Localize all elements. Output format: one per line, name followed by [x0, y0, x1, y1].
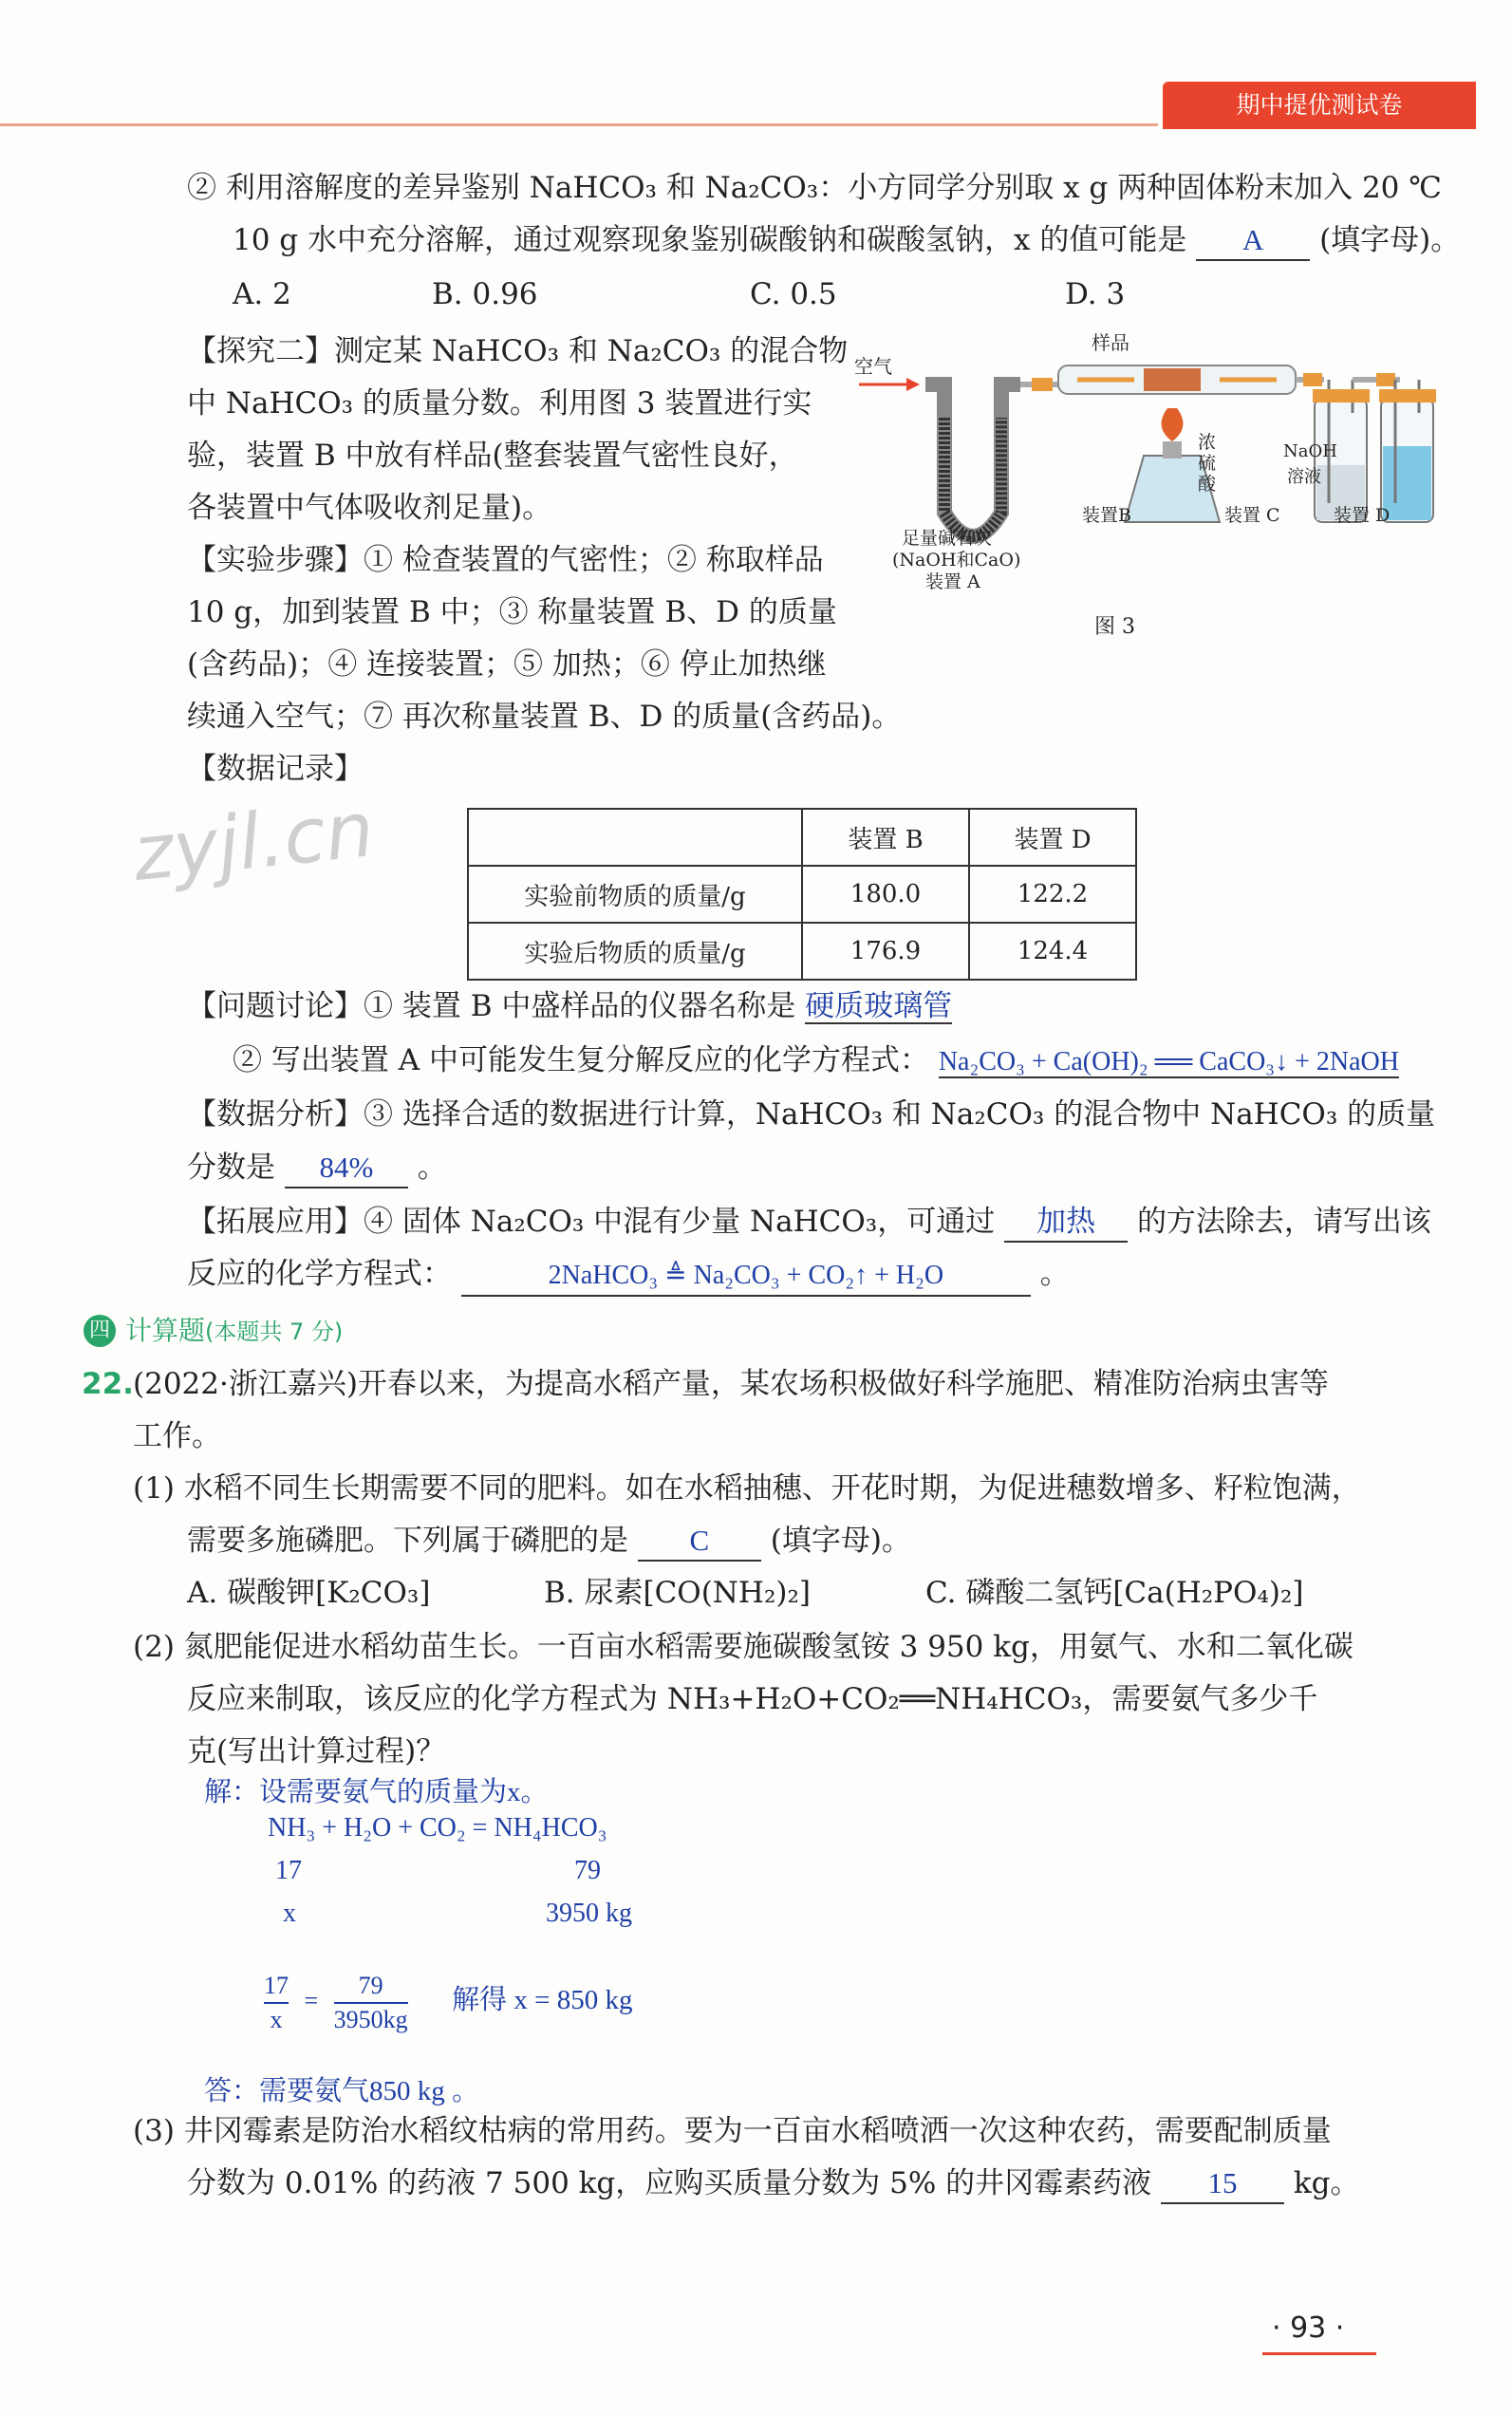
section-title [125, 1312, 343, 1351]
explore-line-3: 验，装置 B 中放有样品(整套装置气密性良好， [187, 439, 798, 473]
table-header-cell: 装置 D [969, 809, 1136, 866]
fraction-left [264, 1970, 289, 2036]
figure-c-label: 装置 C [1224, 505, 1280, 526]
q2-option-c: C. 0.5 [750, 277, 837, 311]
q22-p1-answer: C [638, 1522, 761, 1562]
data-table [467, 808, 1137, 981]
table-cell: 实验前物质的质量/g [468, 866, 802, 923]
q2-answer: A [1196, 221, 1310, 261]
table-cell: 122.2 [969, 866, 1136, 923]
figure-a-label-2: (NaOH和CaO) [892, 550, 1021, 571]
fraction-right [334, 1970, 408, 2036]
explore-line-9: 【数据记录】 [187, 752, 364, 786]
connector-1 [1032, 378, 1053, 391]
explore-line-1: 【探究二】测定某 NaHCO₃ 和 Na₂CO₃ 的混合物 [187, 334, 849, 368]
discussion-q3-line2 [187, 1149, 447, 1188]
figure-caption: 图 3 [1094, 615, 1135, 639]
solution-r2-a: x [283, 1899, 296, 1928]
fraction-left-den: x [270, 2006, 283, 2033]
discussion-q2 [233, 1041, 1399, 1081]
discussion-q3-line1: 【数据分析】③ 选择合适的数据进行计算，NaHCO₃ 和 Na₂CO₃ 的混合物中 NaHCO₃ 的质量 [187, 1097, 1436, 1132]
q22-p3-line2 [187, 2164, 1360, 2204]
explore-line-6: 10 g，加到装置 B 中；③ 称量装置 B、D 的质量 [187, 595, 837, 629]
solution-r2-b: 3950 kg [546, 1899, 632, 1928]
discussion-q4-text: 【拓展应用】④ 固体 Na₂CO₃ 中混有少量 NaHCO₃，可通过 [187, 1205, 996, 1239]
q22-p1-line1: (1) 水稻不同生长期需要不同的肥料。如在水稻抽穗、开花时期，为促进穗数增多、籽粒饱满， [133, 1471, 1361, 1506]
table-header-cell [468, 809, 802, 866]
table-header-cell: 装置 B [802, 809, 969, 866]
explore-line-2: 中 NaHCO₃ 的质量分数。利用图 3 装置进行实 [187, 386, 812, 421]
sample-pile [1144, 368, 1201, 391]
q2-option-d: D. 3 [1065, 277, 1126, 311]
q2-line2-end: (填字母)。 [1319, 223, 1461, 257]
header-rule [0, 123, 1158, 126]
figure-c-reagent: 浓硫酸 [1198, 432, 1217, 495]
fraction-equals: = [304, 1986, 319, 2014]
solution-r1-a: 17 [275, 1856, 302, 1885]
figure-d-label: 装置 D [1334, 505, 1391, 526]
discussion-q1-answer: 硬质玻璃管 [805, 989, 953, 1022]
q2-line2-text: 10 g 水中充分溶解，通过观察现象鉴别碳酸钠和碳酸氢钠，x 的值可能是 [233, 223, 1187, 257]
q22-intro-2: 工作。 [133, 1419, 221, 1453]
section-badge: 四 [84, 1315, 116, 1347]
discussion-q4-end: 。 [1039, 1257, 1070, 1291]
q22-p1-option-b: B. 尿素[CO(NH₂)₂] [544, 1576, 812, 1610]
discussion-q4-answer2: 2NaHCO₃ ≜ Na₂CO₃ + CO₂↑ + H₂O [461, 1257, 1031, 1297]
q2-option-b: B. 0.96 [432, 277, 538, 311]
q22-p1-option-a: A. 碳酸钾[K₂CO₃] [187, 1576, 431, 1610]
figure-a-label-1: 足量碱石灰 [902, 528, 993, 549]
discussion-q2-text: ② 写出装置 A 中可能发生复分解反应的化学方程式： [233, 1043, 929, 1077]
q2-option-a: A. 2 [233, 277, 291, 311]
flame [1162, 408, 1184, 441]
q22-p3-answer: 15 [1161, 2164, 1284, 2204]
figure-sample-label: 样品 [1092, 331, 1129, 354]
figure-a-label-3: 装置 A [925, 571, 980, 592]
discussion-q1-text: 【问题讨论】① 装置 B 中盛样品的仪器名称是 [187, 989, 796, 1023]
table-header-row [468, 809, 1136, 866]
figure-apparatus [849, 323, 1438, 646]
solution-equation: NH₃ + H₂O + CO₂ = NH₄HCO₃ [268, 1813, 607, 1843]
fraction-right-num: 79 [334, 1970, 408, 2004]
discussion-q3-text2: 分数是 [187, 1151, 275, 1185]
fraction-left-num: 17 [264, 1970, 289, 2004]
discussion-q2-answer: Na₂CO₃ + Ca(OH)₂ ══ CaCO₃↓ + 2NaOH [938, 1047, 1399, 1076]
figure-d-reagent-1: NaOH [1283, 441, 1337, 461]
q22-intro-1: (2022·浙江嘉兴)开春以来，为提高水稻产量，某农场积极做好科学施肥、精准防治病虫害等 [133, 1367, 1329, 1401]
q22-p2-line3: 克(写出计算过程)？ [187, 1734, 446, 1768]
q22-p3-end: kg。 [1293, 2166, 1360, 2200]
soda-lime [944, 418, 1001, 536]
solution-result: 解得 x = 850 kg [452, 1984, 633, 2015]
discussion-q3-end: 。 [417, 1151, 447, 1185]
page-number-rule [1262, 2352, 1376, 2355]
discussion-q4-text3: 反应的化学方程式： [187, 1257, 452, 1291]
explore-line-5: 【实验步骤】① 检查装置的气密性；② 称取样品 [187, 543, 824, 577]
discussion-q4-text2: 的方法除去，请写出该 [1136, 1205, 1431, 1239]
table-cell: 176.9 [802, 923, 969, 980]
q22-p3-line1: (3) 井冈霉素是防治水稻纹枯病的常用药。要为一百亩水稻喷洒一次这种农药，需要配制质量 [133, 2114, 1332, 2148]
solution-r1-b: 79 [574, 1856, 601, 1885]
q22-p1-option-c: C. 磷酸二氢钙[Ca(H₂PO₄)₂] [925, 1576, 1304, 1610]
solution-line-1: 解：设需要氨气的质量为x。 [204, 1777, 549, 1807]
explore-line-7: (含药品)；④ 连接装置；⑤ 加热；⑥ 停止加热继 [187, 647, 827, 682]
q22-p2-line1: (2) 氮肥能促进水稻幼苗生长。一百亩水稻需要施碳酸氢铵 3 950 kg，用氨气、水和二氧化碳 [133, 1630, 1353, 1664]
discussion-q4-line1 [187, 1203, 1431, 1243]
discussion-q4-line2 [187, 1255, 1070, 1297]
q22-number: 22. [82, 1367, 134, 1401]
q22-p1-line2 [187, 1522, 911, 1562]
q22-p3-text: 分数为 0.01% 的药液 7 500 kg，应购买质量分数为 5% 的井冈霉素药液 [187, 2166, 1152, 2200]
discussion-q1 [187, 987, 952, 1025]
section-title-text: 计算题 [125, 1315, 206, 1346]
table-row [468, 866, 1136, 923]
discussion-q4-answer: 加热 [1004, 1203, 1128, 1243]
table-row [468, 923, 1136, 980]
figure-air-label: 空气 [854, 355, 892, 378]
explore-line-8: 续通入空气；⑦ 再次称量装置 B、D 的质量(含药品)。 [187, 700, 902, 734]
fraction-right-den: 3950kg [333, 2006, 408, 2033]
q2-line2 [233, 221, 1460, 261]
figure-b-label: 装置B [1082, 505, 1131, 526]
discussion-q3-answer: 84% [285, 1149, 408, 1188]
watermark: zyjl.cn [128, 784, 379, 899]
q22-p1-end: (填字母)。 [770, 1524, 911, 1558]
table-cell: 实验后物质的质量/g [468, 923, 802, 980]
q2-line1: ② 利用溶解度的差异鉴别 NaHCO₃ 和 Na₂CO₃：小方同学分别取 x g 两种固体粉末加入 20 ℃ [187, 171, 1442, 205]
section-note: (本题共 7 分) [205, 1319, 344, 1345]
solution-proportion [264, 1970, 633, 2036]
q22-p2-line2: 反应来制取，该反应的化学方程式为 NH₃+H₂O+CO₂══NH₄HCO₃，需要氨气多少千 [187, 1682, 1318, 1716]
explore-line-4: 各装置中气体吸收剂足量)。 [187, 491, 552, 525]
q22-p1-text: 需要多施磷肥。下列属于磷肥的是 [187, 1524, 628, 1558]
table-cell: 124.4 [969, 923, 1136, 980]
header-tag: 期中提优测试卷 [1163, 82, 1476, 129]
solution-answer: 答：需要氨气850 kg 。 [204, 2076, 480, 2106]
air-arrowhead [906, 378, 920, 391]
figure-d-reagent-2: 溶液 [1287, 467, 1321, 487]
page-number: · 93 · [1272, 2311, 1345, 2345]
table-cell: 180.0 [802, 866, 969, 923]
